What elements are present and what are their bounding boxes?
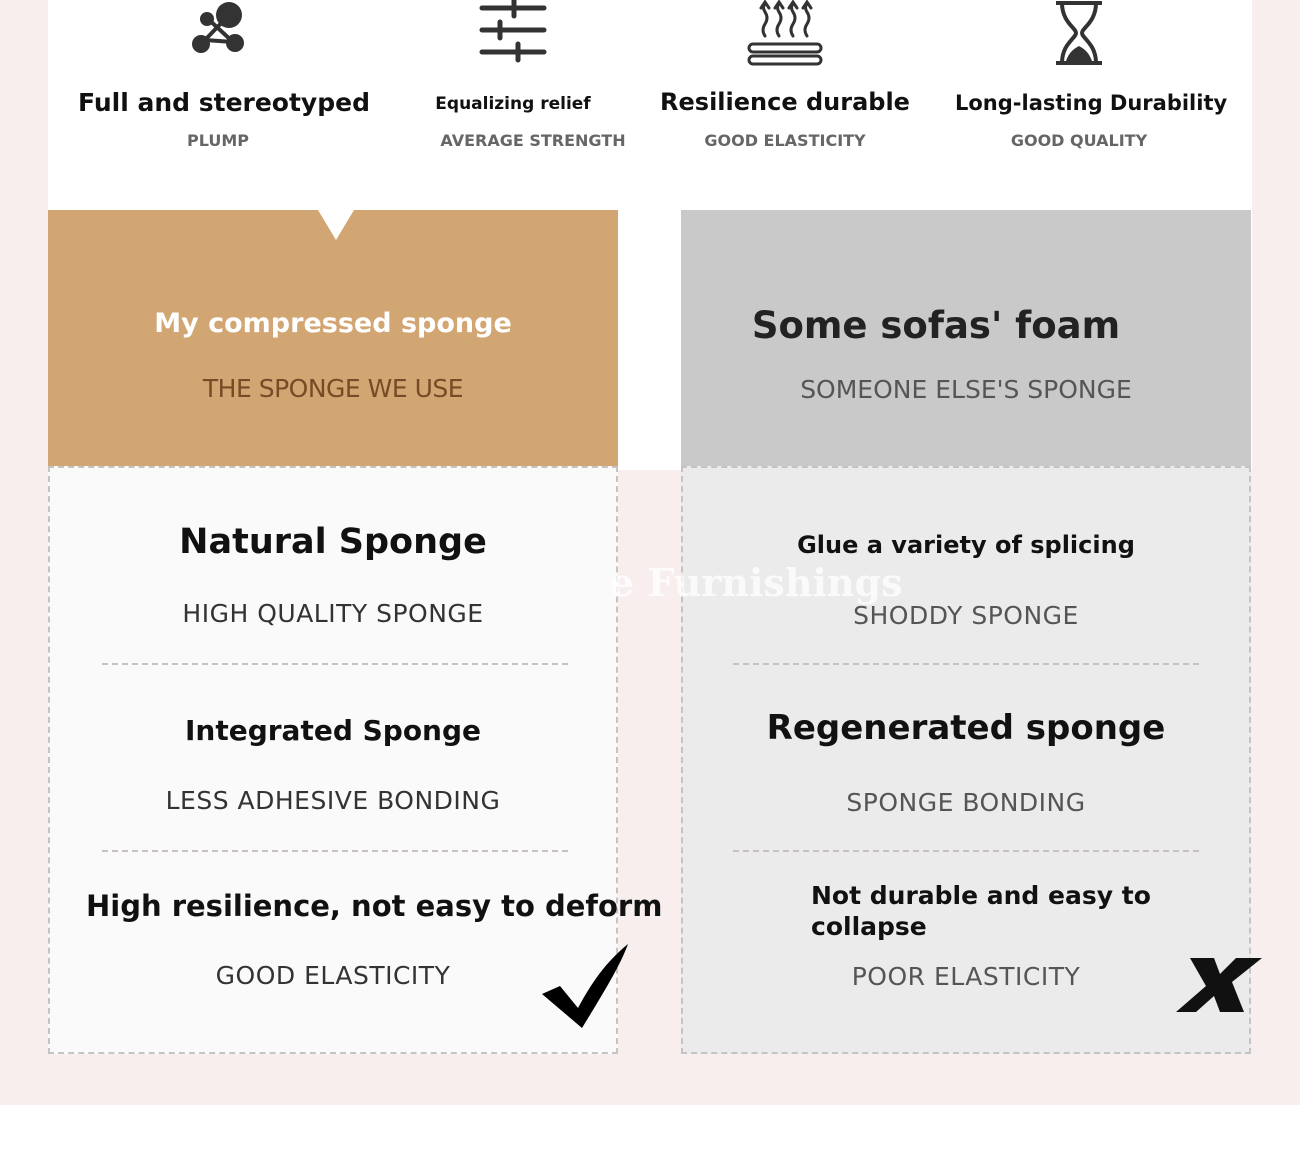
- feature-full-stereotyped: [78, 0, 370, 160]
- other-sponge-header: [681, 210, 1251, 467]
- row-title: High resilience, not easy to deform: [86, 889, 663, 923]
- header-title: Some sofas' foam: [751, 304, 1121, 347]
- our-sponge-list: [48, 466, 663, 1054]
- molecule-icon: [183, 0, 253, 62]
- feature-title: Equalizing relief: [435, 94, 591, 114]
- row-divider: [102, 663, 568, 665]
- row-subtitle: HIGH QUALITY SPONGE: [182, 599, 484, 628]
- row-divider: [102, 850, 568, 852]
- feature-subtitle: GOOD ELASTICITY: [704, 131, 866, 150]
- feature-subtitle: GOOD QUALITY: [1010, 131, 1148, 150]
- checkmark-icon: [540, 942, 632, 1032]
- header-subtitle: THE SPONGE WE USE: [202, 374, 464, 403]
- feature-equalizing-relief: [408, 0, 626, 160]
- row-divider: [733, 850, 1199, 852]
- row-title: Integrated Sponge: [184, 714, 482, 747]
- feature-resilience-durable: [660, 0, 910, 160]
- header-title: My compressed sponge: [154, 308, 512, 339]
- row-subtitle: POOR ELASTICITY: [851, 962, 1081, 991]
- other-sponge-list: [681, 466, 1251, 1054]
- header-subtitle: SOMEONE ELSE'S SPONGE: [800, 375, 1132, 404]
- row-subtitle: GOOD ELASTICITY: [215, 961, 451, 990]
- sliders-icon: [478, 0, 548, 64]
- feature-title: Full and stereotyped: [78, 88, 370, 117]
- heat-layers-icon: [745, 0, 825, 68]
- watermark-text: e Furnishings: [610, 560, 903, 605]
- header-notch: [318, 210, 354, 240]
- feature-subtitle: PLUMP: [187, 131, 249, 150]
- hourglass-icon: [1054, 0, 1104, 66]
- row-subtitle: LESS ADHESIVE BONDING: [165, 786, 501, 815]
- feature-title: Resilience durable: [660, 88, 910, 116]
- row-title: Glue a variety of splicing: [797, 531, 1135, 559]
- row-subtitle: SHODDY SPONGE: [853, 601, 1079, 630]
- row-title: Not durable and easy to collapse: [811, 881, 1151, 941]
- feature-long-lasting: [955, 0, 1228, 160]
- cross-icon: [1176, 956, 1264, 1014]
- row-divider: [733, 663, 1199, 665]
- row-subtitle: SPONGE BONDING: [846, 788, 1086, 817]
- row-title: Regenerated sponge: [766, 708, 1166, 748]
- row-title: Natural Sponge: [179, 522, 487, 562]
- feature-subtitle: AVERAGE STRENGTH: [440, 131, 626, 150]
- feature-title: Long-lasting Durability: [955, 91, 1228, 115]
- our-sponge-header: [48, 210, 618, 467]
